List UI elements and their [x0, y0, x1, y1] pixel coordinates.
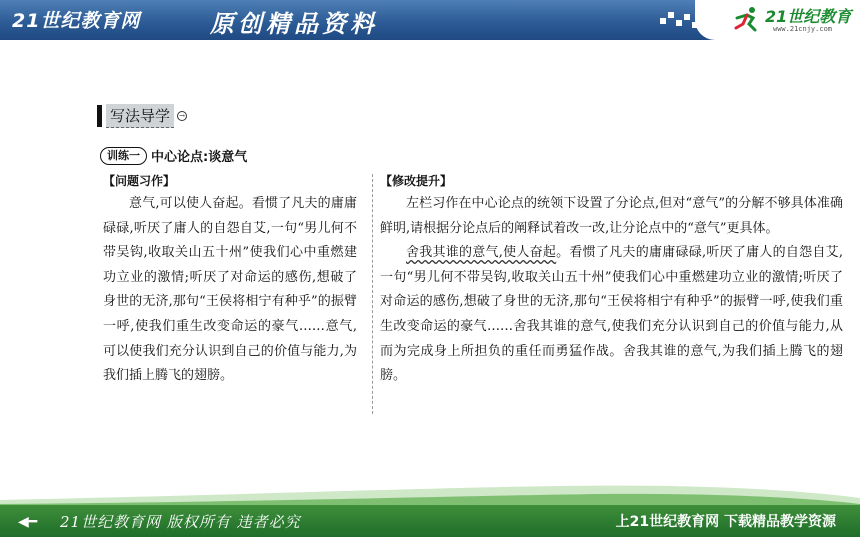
right-column-text [380, 192, 843, 389]
right-intro: 左栏习作在中心论点的统领下设置了分论点,但对“意气”的分解不够具体准确鲜明,请根据分论点后的阐释试着改一改,让分论点中的“意气”更具体。 [380, 196, 843, 236]
logo-text: 21世纪教育 [765, 7, 852, 26]
site-logo[interactable] [695, 0, 860, 40]
header-slogan: 原创精品资料 [210, 9, 378, 38]
right-column-title: 【修改提升】 [380, 174, 453, 188]
left-paragraph: 意气,可以使人奋起。看惯了凡夫的庸庸碌碌,听厌了庸人的自怨自艾,一句“男儿何不带吴钩,收取关山五十州”使我们心中重燃建功立业的激情;听厌了对命运的感伤,想破了身世的无济,那句“王侯将相宁有种乎”的振臂一呼,使我们重生改变命运的豪气……意气,可以使我们充分认识到自己的价值与能力,为我们插上腾飞的翅膀。 [103, 196, 357, 384]
left-column-text [103, 192, 357, 389]
circle-arrow-icon: → [177, 111, 187, 121]
training-title: 中心论点:谈意气 [151, 150, 248, 165]
right-paragraph-rest: 。看惯了凡夫的庸庸碌碌,听厌了庸人的自怨自艾,一句“男儿何不带吴钩,收取关山五十州”使我们心中重燃建功立业的激情;听厌了对命运的感伤,想破了身世的无济,那句“王侯将相宁有种乎”的振臂一呼,使我们重生改变命运的豪气……舍我其谁的意气,使我们充分认识到自己的价值与能力,从而为完成身上所担负的重任而勇猛作战。舍我其谁的意气,为我们插上腾飞的翅膀。 [380, 245, 843, 384]
runner-icon [733, 6, 761, 32]
logo-url: www.21cnjy.com [773, 25, 833, 33]
right-paragraph [380, 241, 843, 389]
footer-banner [0, 505, 860, 537]
footer-copyright: 21世纪教育网 版权所有 违者必究 [60, 513, 301, 531]
decorative-squares [660, 10, 700, 32]
footer-wave [0, 478, 860, 508]
section-heading [97, 104, 187, 128]
site-name: 21世纪教育网 [12, 10, 141, 32]
underlined-point: 舍我其谁的意气,使人奋起 [406, 245, 557, 261]
footer-slogan[interactable]: 上21世纪教育网 下载精品教学资源 [615, 514, 836, 530]
header-banner [0, 0, 860, 40]
column-divider [372, 174, 373, 414]
heading-bar [97, 105, 102, 127]
back-arrow-icon[interactable]: ◀━ [18, 514, 38, 530]
training-badge: 训练一 [100, 147, 147, 165]
training-heading [100, 146, 247, 165]
left-column-title: 【问题习作】 [103, 174, 176, 188]
section-title: 写法导学 [106, 104, 174, 128]
